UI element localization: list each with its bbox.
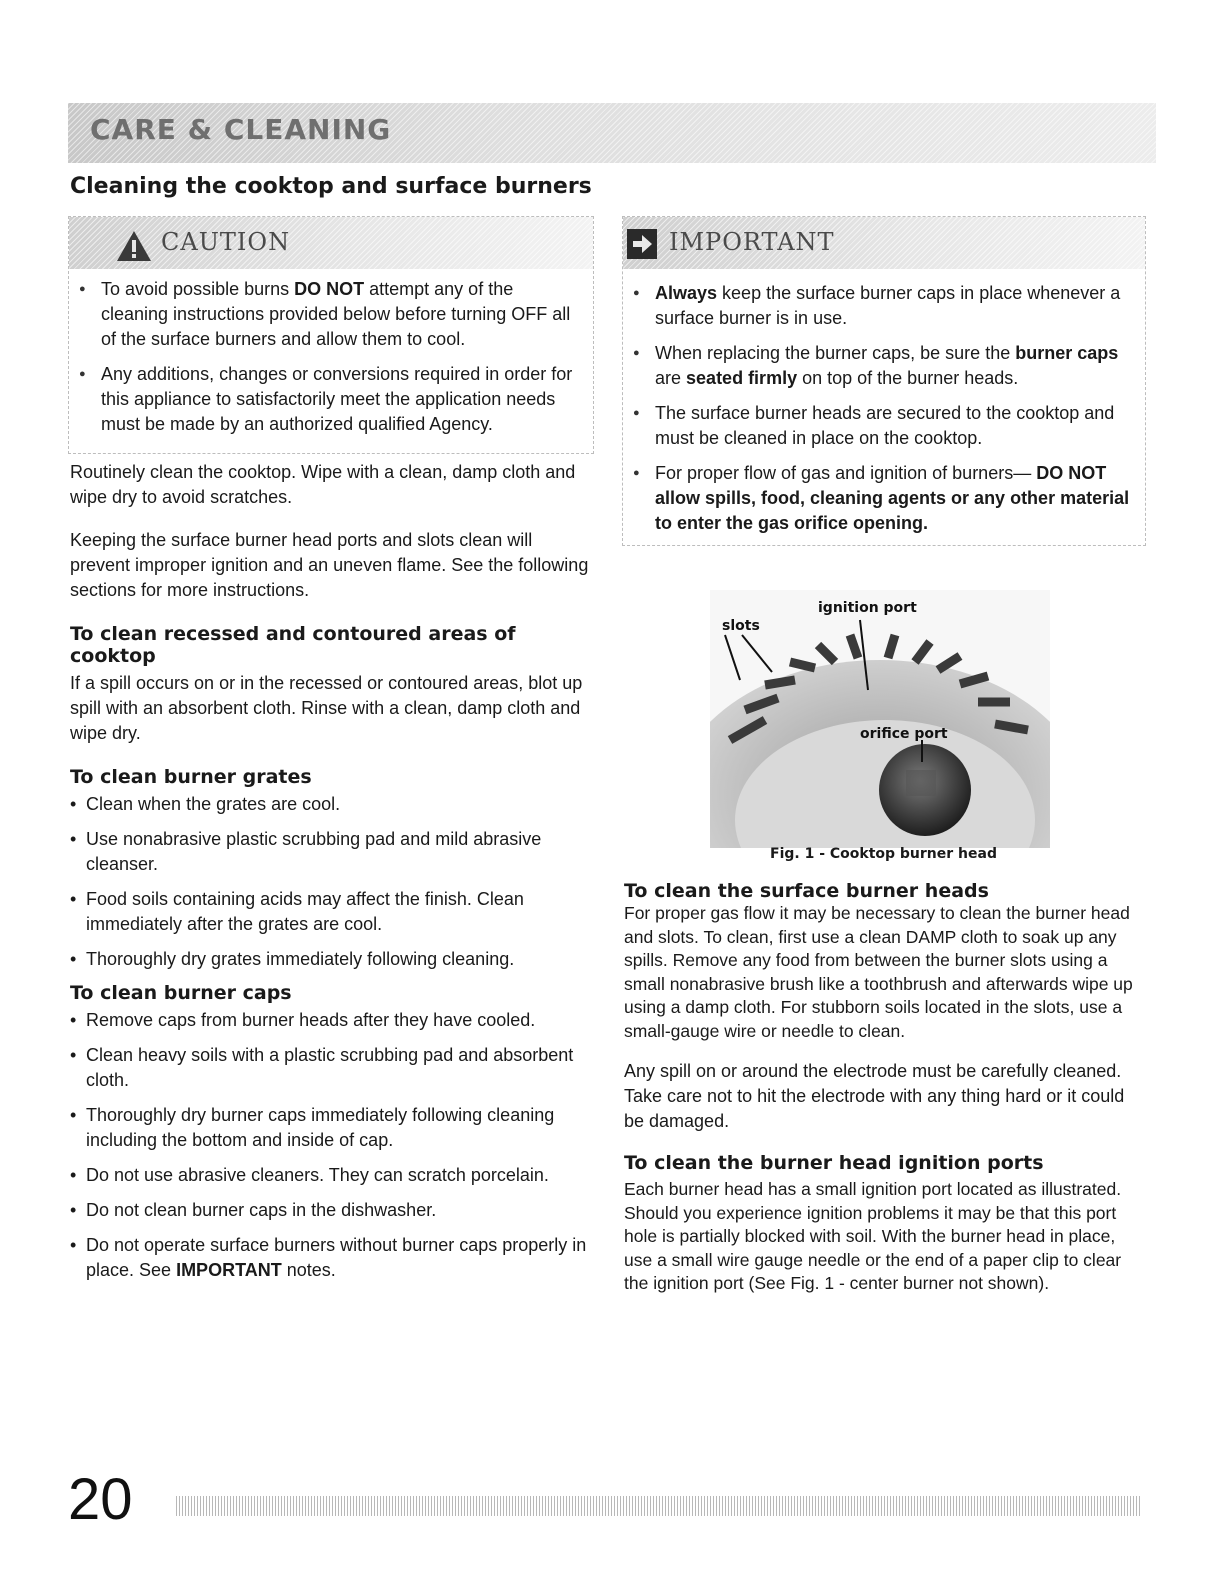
figure-caption: Fig. 1 - Cooktop burner head xyxy=(770,846,997,862)
electrode-paragraph: Any spill on or around the electrode must be carefully cleaned. Take care not to hit the electrode with any thing hard or it could be damaged. xyxy=(624,1061,1125,1131)
caps-item: • Thoroughly dry burner caps immediately following cleaning including the bottom and inside of cap. xyxy=(70,1103,590,1153)
warning-triangle-icon xyxy=(115,229,153,263)
grates-item: • Food soils containing acids may affect the finish. Clean immediately after the grates are cool. xyxy=(70,887,590,937)
grates-item: • Use nonabrasive plastic scrubbing pad and mild abrasive cleanser. xyxy=(70,827,590,877)
footer-rule xyxy=(176,1496,1142,1516)
caps-item: • Do not clean burner caps in the dishwasher. xyxy=(70,1198,590,1223)
burner-heads-paragraph: For proper gas flow it may be necessary to clean the burner head and slots. To clean, first use a clean DAMP cloth to soak up any spills. Remove any food from between the burner slots using a small nonabrasive brush like a toothbrush and afterwards wipe up using a damp cloth. For stubborn soils located in the slots, use a small-gauge wire or needle to clean. xyxy=(624,903,1133,1041)
burner-head-illustration xyxy=(710,590,1050,848)
intro-paragraph: Routinely clean the cooktop. Wipe with a clean, damp cloth and wipe dry to avoid scratches. xyxy=(70,462,576,507)
recessed-heading: To clean recessed and contoured areas of cooktop xyxy=(70,623,516,667)
ignition-ports-heading: To clean the burner head ignition ports xyxy=(624,1152,1044,1174)
caution-header xyxy=(69,217,593,269)
section-title: Cleaning the cooktop and surface burners xyxy=(70,174,592,199)
grates-item: • Clean when the grates are cool. xyxy=(70,792,590,817)
arrow-right-box-icon xyxy=(627,229,657,259)
caution-item: ● To avoid possible burns DO NOT attempt any of the cleaning instructions provided below before turning OFF all of the surface burners and allow them to cool. xyxy=(79,277,583,352)
burner-head-figure xyxy=(710,590,1050,848)
important-item: ● When replacing the burner caps, be sure the burner caps are seated firmly on top of the burner heads. xyxy=(633,341,1135,391)
label-ignition-port: ignition port xyxy=(818,600,917,616)
label-orifice-port: orifice port xyxy=(860,726,948,742)
important-header xyxy=(623,217,1145,269)
important-box xyxy=(622,216,1146,546)
banner-title: CARE & CLEANING xyxy=(90,113,392,146)
caps-heading: To clean burner caps xyxy=(70,982,292,1004)
important-item: ● The surface burner heads are secured to the cooktop and must be cleaned in place on the cooktop. xyxy=(633,401,1135,451)
burner-heads-heading: To clean the surface burner heads xyxy=(624,880,989,902)
page-number: 20 xyxy=(68,1467,133,1532)
caution-box xyxy=(68,216,594,454)
important-item: ● Always keep the surface burner caps in place whenever a surface burner is in use. xyxy=(633,281,1135,331)
important-title: IMPORTANT xyxy=(669,228,835,256)
caps-item: • Clean heavy soils with a plastic scrubbing pad and absorbent cloth. xyxy=(70,1043,590,1093)
label-slots: slots xyxy=(722,618,760,634)
caution-title: CAUTION xyxy=(161,228,291,256)
caps-item: • Remove caps from burner heads after they have cooled. xyxy=(70,1008,590,1033)
caution-item: ● Any additions, changes or conversions required in order for this appliance to satisfactorily meet the application needs must be made by an authorized qualified Agency. xyxy=(79,362,583,437)
ignition-ports-paragraph: Each burner head has a small ignition port located as illustrated. Should you experience ignition problems it may be that this port hole is partially blocked with soil. With the burner head in place, use a small wire gauge needle or the end of a paper clip to clear the ignition port (See Fig. 1 - center burner not shown). xyxy=(624,1179,1122,1293)
intro-paragraph: Keeping the surface burner head ports and slots clean will prevent improper ignition and an uneven flame. See the following sections for more instructions. xyxy=(70,530,589,600)
left-column xyxy=(70,460,590,1293)
right-column xyxy=(624,880,1144,1296)
recessed-paragraph: If a spill occurs on or in the recessed or contoured areas, blot up spill with an absorbent cloth. Rinse with a clean, damp cloth and wipe dry. xyxy=(70,673,583,743)
important-item: ● For proper flow of gas and ignition of burners— DO NOT allow spills, food, cleaning agents or any other material to enter the gas orifice opening. xyxy=(633,461,1135,536)
section-banner xyxy=(68,103,1156,163)
grates-heading: To clean burner grates xyxy=(70,766,312,788)
caps-item: • Do not use abrasive cleaners. They can scratch porcelain. xyxy=(70,1163,590,1188)
caps-item: • Do not operate surface burners without burner caps properly in place. See IMPORTANT notes. xyxy=(70,1233,590,1283)
grates-item: • Thoroughly dry grates immediately following cleaning. xyxy=(70,947,590,972)
